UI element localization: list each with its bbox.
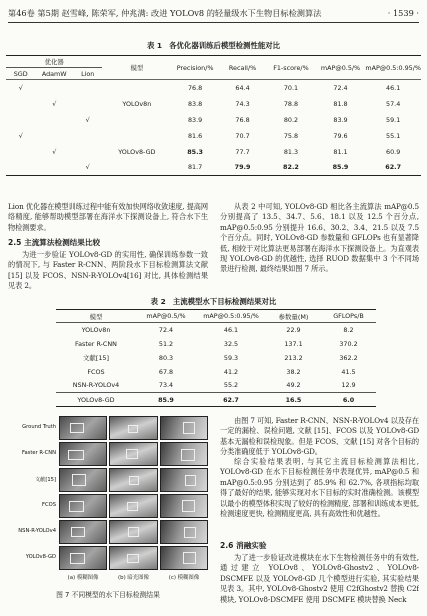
header-rule [8,22,419,23]
table-cell: 64.4 [235,83,250,92]
table-cell: 46.1 [386,83,401,92]
table-cell: 370.2 [339,339,358,348]
table-cell: 85.9 [332,163,349,172]
table-row [6,96,421,112]
table-row [56,393,376,407]
table-cell: 80.3 [158,353,174,362]
detection-image [59,468,107,492]
page-number: · 1539 · [387,8,419,18]
table-cell [73,80,102,96]
table2-caption-num: 表 2 [150,297,166,306]
table-cell: 72.4 [158,325,174,334]
table-cell: 41.2 [223,367,239,376]
table-cell [6,160,35,176]
detection-image [109,468,158,492]
section-2-5-paragraph: 为进一步验证 YOLOv8-GD 的实用性, 确保训练参数一致的情况下, 与 Faster R-CNN、两阶段水下目标检测算法文献 [15] 以及 FCOS、NSN-R-YOLOv4[16] 对比, 具体检测结果见表 2。 [8,250,208,291]
table1-col-sgd: SGD [13,69,28,78]
table2-col-model: 模型 [89,312,103,321]
detection-image [160,546,208,570]
table-row [56,337,376,351]
detection-image [160,494,208,518]
detection-image [160,442,208,466]
figure7-col-label: (b) 暗光图像 [118,575,149,581]
table2-col-params: 参数量(M) [278,312,309,321]
table-cell: 51.2 [158,339,174,348]
table-cell: 59.1 [386,115,401,124]
table-cell: 38.2 [286,367,301,376]
table-row [56,323,376,337]
table-cell: 83.8 [187,99,203,108]
table-cell: 70.1 [283,83,299,92]
table-cell: 85.3 [187,147,203,156]
table-cell: 62.7 [223,395,239,404]
table2 [56,309,376,407]
table1-col-precision: Precision/% [176,63,214,72]
table-cell: 55.2 [223,381,239,390]
table-cell: 62.7 [385,163,402,172]
table-cell: 46.1 [223,325,239,334]
table-cell: 81.1 [333,147,348,156]
table-cell [73,128,102,144]
table-cell [35,112,73,128]
detection-image [109,494,158,518]
table-cell [102,128,171,144]
table-cell: 362.2 [339,353,358,362]
table-cell: YOLOv8n [81,325,111,334]
table-cell [73,144,102,160]
figure7-row-label: Faster R-CNN [21,450,56,456]
table-cell: √ [52,147,57,156]
detection-image [109,520,158,544]
figure7-col-label: (c) 模糊图像 [168,575,200,581]
table-cell: √ [85,163,90,172]
detection-image [59,546,107,570]
table-cell: 81.3 [283,147,299,156]
table-row [56,379,376,393]
table-cell: 80.2 [283,115,299,124]
table-cell: 57.4 [386,99,401,108]
table-row [6,112,421,128]
table-cell: 32.5 [223,339,239,348]
table2-col-gflops: GFLOPs/B [333,312,364,320]
table-cell: 78.8 [283,99,299,108]
table-cell [6,144,35,160]
detection-image [59,442,107,466]
table-cell [102,160,171,176]
detection-image [109,546,158,570]
table-cell [35,80,73,96]
table-cell: 213.2 [284,353,303,362]
table-row [6,128,421,144]
detection-image [59,520,107,544]
figure7-analysis-paragraph: 由图 7 可知, Faster R-CNN、NSN-R-YOLOv4 以及存在一定的漏检、误检问题, 文献 [15]、FCOS 以及 YOLOv8-GD 基本无漏检和误检现象。但是 FCOS、文献 [15] 对各个目标的分类准确度低于 YOLOv8-GD。 [220,416,419,457]
section-2-6-heading: 2.6 消融实验 [220,541,267,550]
ablation-paragraph: 为了进一步验证改进模块在水下生物检测任务中的有效性, 通过建立 YOLOv8、YOLOv8-Ghostv2、YOLOv8-DSCMFE 以及 YOLOv8-GD 几个模型进行实验, 其实验结果见表 3。其中, YOLOv8-Ghostv2 使用 C2fGhostv2 替换 C2f 模块, YOLOv8-DSCMFE 使用 DSCMFE 模块替换 Neck [220,553,419,604]
table-cell [35,160,73,176]
table1-col-lion: Lion [81,69,95,78]
table-cell: 79.9 [234,163,251,172]
table-cell: Faster R-CNN [75,339,117,348]
table-cell [102,80,171,96]
conclusion-paragraph: 综合实验结果表明, 与其它主流目标检测算法相比, YOLOv8-GD 在水下目标检测任务中表现优异, mAP@0.5 和 mAP@0.5:0.95 分别达到了 85.9% 和 62.7%, 各项指标均取得了最好的结果, 能够实现对水下目标的实时准确检测。该模型以最小的模型体积实现了较好的检测精度, 部署和训练成本更低, 检测速度更快, 检测精度更高, 具有高效性和优越性。 [220,457,419,519]
table-cell [6,112,35,128]
detection-image [59,416,107,440]
table-cell: 75.8 [283,131,299,140]
table-cell: 76.8 [235,115,250,124]
table-cell: 81.8 [333,99,348,108]
table-cell: √ [52,99,57,108]
table1-caption-num: 表 1 [146,41,163,50]
section-2-5-heading: 2.5 主流算法检测结果比较 [8,238,101,247]
table1-col-recall: Recall/% [228,63,257,72]
table1-col-model: 模型 [130,64,144,72]
table-cell: 73.4 [158,381,174,390]
table2-analysis-paragraph: 从表 2 中可知, YOLOv8-GD 相比各主流算法 mAP@0.5 分别提高了 13.5、34.7、5.6、18.1 以及 12.5 个百分点, mAP@0.5:0.95 分别提升 16.6、30.2、3.4、21.5 以及 7.5 个百分点。同时, YOLOv8-GD 参数量和 GFLOPs 也有显著降低, 相较于对比算法更易部署在海洋水下探测设备上。为直观表现 YOLOv8-GD 的优越性, 选择 RUOD 数据集中 3 个不同场景进行检测, 最终结果如图 7 所示。 [220,202,419,274]
table2-caption-text: 主流模型水下目标检测结果对比 [172,297,277,306]
table-cell [102,112,171,128]
table1-optimizer-header: 优化器 [6,56,102,68]
table1-caption [8,40,419,51]
running-header [8,6,419,22]
table-cell: YOLOv8n [122,99,152,108]
table1-caption-text: 各优化器训练后模型检测性能对比 [169,41,281,50]
table1-col-adamw: AdamW [41,69,67,78]
table-cell: 72.4 [333,83,348,92]
table2-col-map50: mAP@0.5/% [146,312,186,320]
table-cell: NSN-R-YOLOv4 [72,381,120,390]
table-cell: 74.3 [235,99,250,108]
table-cell: √ [18,131,23,140]
figure7-row-label: 文献[15] [34,477,56,483]
table-cell: YOLOv8-GD [118,147,156,156]
table-cell [73,96,102,112]
table-cell: 81.7 [187,163,203,172]
table-row [56,365,376,379]
figure7-row-label: NSN-R-YOLOv4 [18,528,56,534]
table-cell: 79.6 [333,131,348,140]
detection-image [160,520,208,544]
detection-image [160,416,208,440]
table-cell: 60.9 [386,147,401,156]
table-cell: 67.8 [158,367,174,376]
table-cell: 8.2 [343,325,354,334]
lion-paragraph: Lion 优化器在模型训练过程中能有效加快网络收敛速度, 提高网络精度, 能够帮助模型部署在海洋水下探测设备上, 符合水下生物检测要求。 [8,202,208,232]
table-cell: 83.9 [333,115,348,124]
table-cell: 76.8 [187,83,203,92]
table-cell: 41.5 [341,367,356,376]
table-cell: 16.5 [285,395,302,404]
table2-caption [8,296,419,307]
table-cell [35,128,73,144]
running-header-title: 第46卷 第5期 赵雪峰, 陈荣军, 仲兆满: 改进 YOLOv8 的轻量级水下生物目标检测算法 [8,8,322,18]
figure7 [6,416,210,602]
table-cell: √ [85,115,90,124]
detection-image [59,494,107,518]
table-cell: 81.6 [187,131,203,140]
table1-col-f1: F1-score/% [273,63,309,72]
table-cell: 22.9 [286,325,301,334]
table1 [6,55,421,176]
table-row [6,144,421,160]
detection-image [109,442,158,466]
table-cell: 12.9 [341,381,356,390]
table-cell [6,96,35,112]
table-cell: 6.0 [342,395,355,404]
table2-col-map5095: mAP@0.5:0.95/% [203,312,259,320]
table1-col-map50: mAP@0.5/% [320,63,361,72]
detection-image [160,468,208,492]
figure7-row-label: Ground Truth [22,424,56,430]
table-cell: 82.2 [283,163,299,172]
table-cell: 70.7 [235,131,250,140]
table1-col-map5095: mAP@0.5:0.95/% [365,63,421,72]
detection-image [109,416,158,440]
table-cell: 59.3 [223,353,239,362]
table-row [6,80,421,96]
table-cell: 85.9 [158,395,174,404]
table-row [6,160,421,176]
table-cell: 137.1 [284,339,303,348]
table-cell: 77.7 [235,147,250,156]
figure7-col-label: (a) 模糊图像 [67,575,99,581]
table-cell: 83.9 [187,115,203,124]
table-cell: 文献[15] [83,354,109,362]
table-cell: YOLOv8-GD [77,395,115,404]
table-cell: 55.1 [386,131,401,140]
figure7-row-label: YOLOv8-GD [25,554,56,560]
table-cell: 49.2 [286,381,301,390]
table-row [56,351,376,365]
figure7-row-label: FCOS [42,502,56,508]
table-cell: √ [18,83,23,92]
table-cell: FCOS [87,367,105,376]
figure7-caption: 图 7 不同模型的水下目标检测结果 [56,591,160,599]
